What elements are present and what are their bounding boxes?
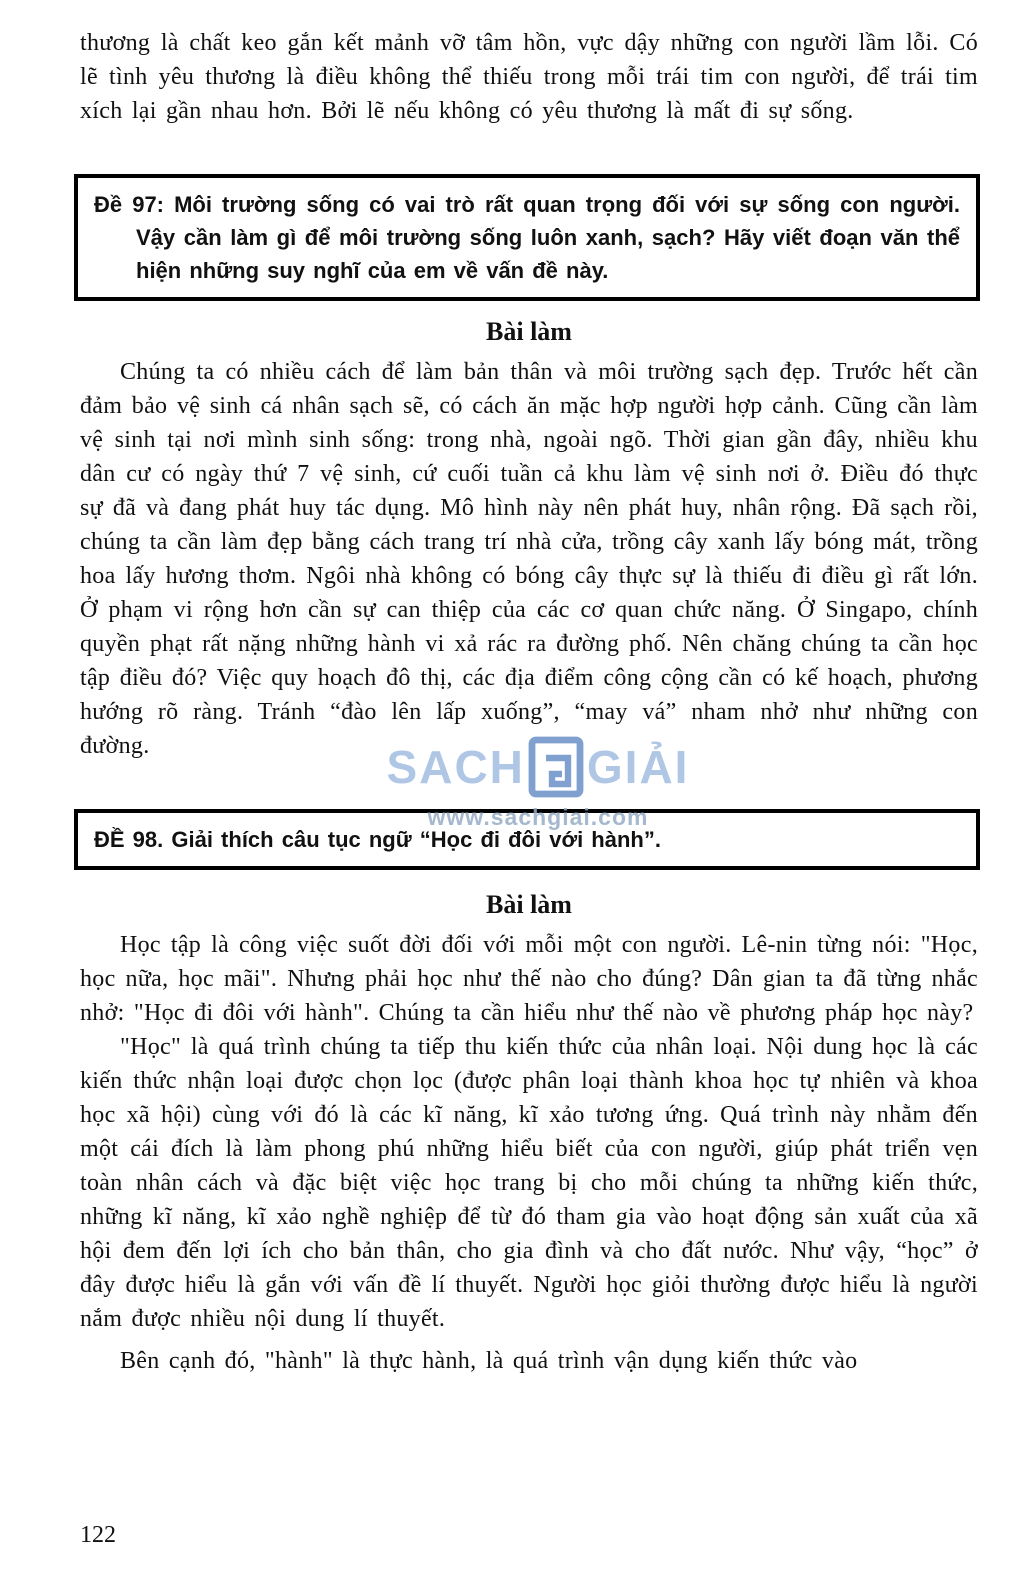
- essay-97-paragraph: Chúng ta có nhiều cách để làm bản thân và môi trường sạch đẹp. Trước hết cần đảm bảo vệ sinh cá nhân sạch sẽ, có cách ăn mặc hợp người hợp cảnh. Cũng cần làm vệ sinh tại nơi mình sinh sống: trong nhà, ngoài ngõ. Thời gian gần đây, nhiều khu dân cư có ngày thứ 7 vệ sinh, cứ cuối tuần cả khu làm vệ sinh nơi ở. Điều đó thực sự đã và đang phát huy tác dụng. Mô hình này nên phát huy, nhân rộng. Đã sạch rồi, chúng ta cần làm đẹp bằng cách trang trí nhà cửa, trồng cây xanh lấy bóng mát, trồng hoa lấy hương thơm. Ngôi nhà không có bóng cây thực sự là thiếu đi điều gì rất lớn. Ở phạm vi rộng hơn cần sự can thiệp của các cơ quan chức năng. Ở Singapo, chính quyền phạt rất nặng những hành vi xả rác ra đường phố. Nên chăng chúng ta cần học tập điều đó? Việc quy hoạch đô thị, các địa điểm công cộng cần có kế hoạch, phương hướng rõ ràng. Tránh “đào lên lấp xuống”, “may vá” nham nhở như những con đường.: [80, 359, 978, 759]
- page-number: 122: [80, 1522, 116, 1548]
- exercise-box-98: [74, 809, 980, 870]
- essay-98-paragraph-3: Bên cạnh đó, "hành" là thực hành, là quá trình vận dụng kiến thức vào: [120, 1348, 858, 1374]
- paragraph-continuation: thương là chất keo gắn kết mảnh vỡ tâm hồn, vực dậy những con người lầm lỗi. Có lẽ tình yêu thương là điều không thể thiếu trong mỗi trái tim con người, để trái tim xích lại gần nhau hơn. Bởi lẽ nếu không có yêu thương là mất đi sự sống.: [80, 30, 978, 124]
- exercise-98-text: ĐỀ 98. Giải thích câu tục ngữ “Học đi đôi với hành”.: [94, 827, 661, 852]
- essay-98-paragraph-1: Học tập là công việc suốt đời đối với mỗi một con người. Lê-nin từng nói: "Học, học nữa, học mãi". Nhưng phải học như thế nào cho đúng? Dân gian ta đã từng nhắc nhở: "Học đi đôi với hành". Chúng ta cần hiểu như thế nào về phương pháp học này?: [80, 932, 978, 1026]
- essay-98-paragraph-2: "Học" là quá trình chúng ta tiếp thu kiến thức của nhân loại. Nội dung học là các kiến thức nhận loại được chọn lọc (được phân loại thành khoa học tự nhiên và khoa học xã hội) cùng với đó là các kĩ năng, kĩ xảo tương ứng. Quá trình này nhằm đến một cái đích là làm phong phú những hiểu biết của con người, giúp phát triển vẹn toàn nhân cách và đặc biệt việc học trang bị cho mỗi chúng ta những kiến thức, những kĩ năng, kĩ xảo nghề nghiệp để từ đó tham gia vào hoạt động sản xuất của xã hội đem đến lợi ích cho bản thân, cho gia đình và cho đất nước. Như vậy, “học” ở đây được hiểu là gắn với vấn đề lí thuyết. Người học giỏi thường được hiểu là người nắm được nhiều nội dung lí thuyết.: [80, 1034, 978, 1332]
- bai-lam-heading-1: Bài làm: [486, 317, 572, 346]
- watermark-url: www.sachgiai.com: [427, 804, 649, 830]
- bai-lam-heading-2: Bài làm: [486, 890, 572, 919]
- watermark-text-left: SACH: [386, 741, 525, 793]
- exercise-97-text: Đề 97: Môi trường sống có vai trò rất quan trọng đối với sự sống con người. Vậy cần làm gì để môi trường sống luôn xanh, sạch? Hãy viết đoạn văn thể hiện những suy nghĩ của em về vấn đề này.: [94, 192, 960, 283]
- exercise-box-97: [74, 174, 980, 301]
- watermark-text-right: GIẢI: [586, 741, 690, 793]
